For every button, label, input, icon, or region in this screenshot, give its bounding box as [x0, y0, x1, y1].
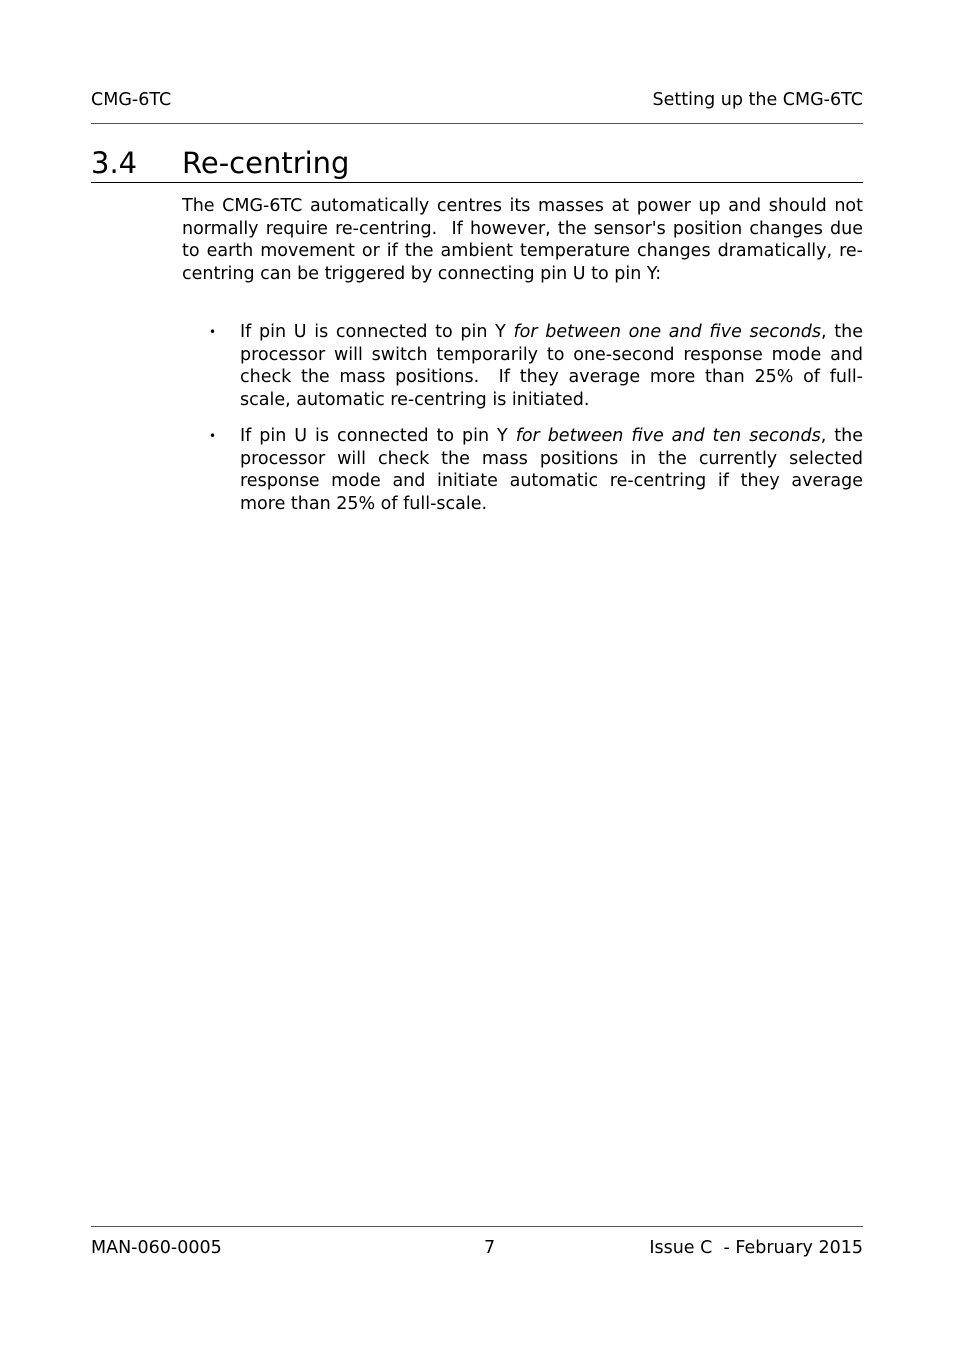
footer-page-number: 7: [484, 1238, 496, 1258]
bullet-list: [182, 321, 869, 529]
page-header: [91, 90, 863, 124]
section-title: Re-centring: [182, 146, 350, 180]
footer-issue: Issue C - February 2015: [649, 1238, 863, 1258]
page-footer: [91, 1226, 863, 1261]
list-item: [182, 425, 869, 515]
bullet-rest: , the processor will switch temporarily to one-second response mode and check the mass positions. If they average more than 25% of full-scale, automatic re-centring is initiated.: [240, 322, 869, 410]
bullet-icon: •: [209, 429, 217, 443]
header-document-name: CMG-6TC: [91, 90, 172, 110]
intro-paragraph: The CMG-6TC automatically centres its masses at power up and should not normally require re-centring. If however, the sensor's position changes due to earth movement or if the ambient temperature changes dramatically, re-centring can be triggered by connecting pin U to pin Y:: [182, 196, 869, 284]
footer-document-id: MAN-060-0005: [91, 1238, 222, 1258]
section-heading: [91, 144, 863, 183]
bullet-lead: If pin U is connected to pin Y: [240, 426, 516, 446]
header-chapter-title: Setting up the CMG-6TC: [652, 90, 863, 110]
list-item: [182, 321, 869, 411]
bullet-rest: , the processor will check the mass positions in the currently selected response mode and initiate automatic re-centring if they average more than 25% of full-scale.: [240, 426, 869, 514]
bullet-emphasis: for between five and ten seconds: [515, 426, 821, 446]
bullet-icon: •: [209, 325, 217, 339]
bullet-emphasis: for between one and five seconds: [513, 322, 822, 342]
bullet-lead: If pin U is connected to pin Y: [240, 322, 514, 342]
section-number: 3.4: [91, 146, 138, 180]
